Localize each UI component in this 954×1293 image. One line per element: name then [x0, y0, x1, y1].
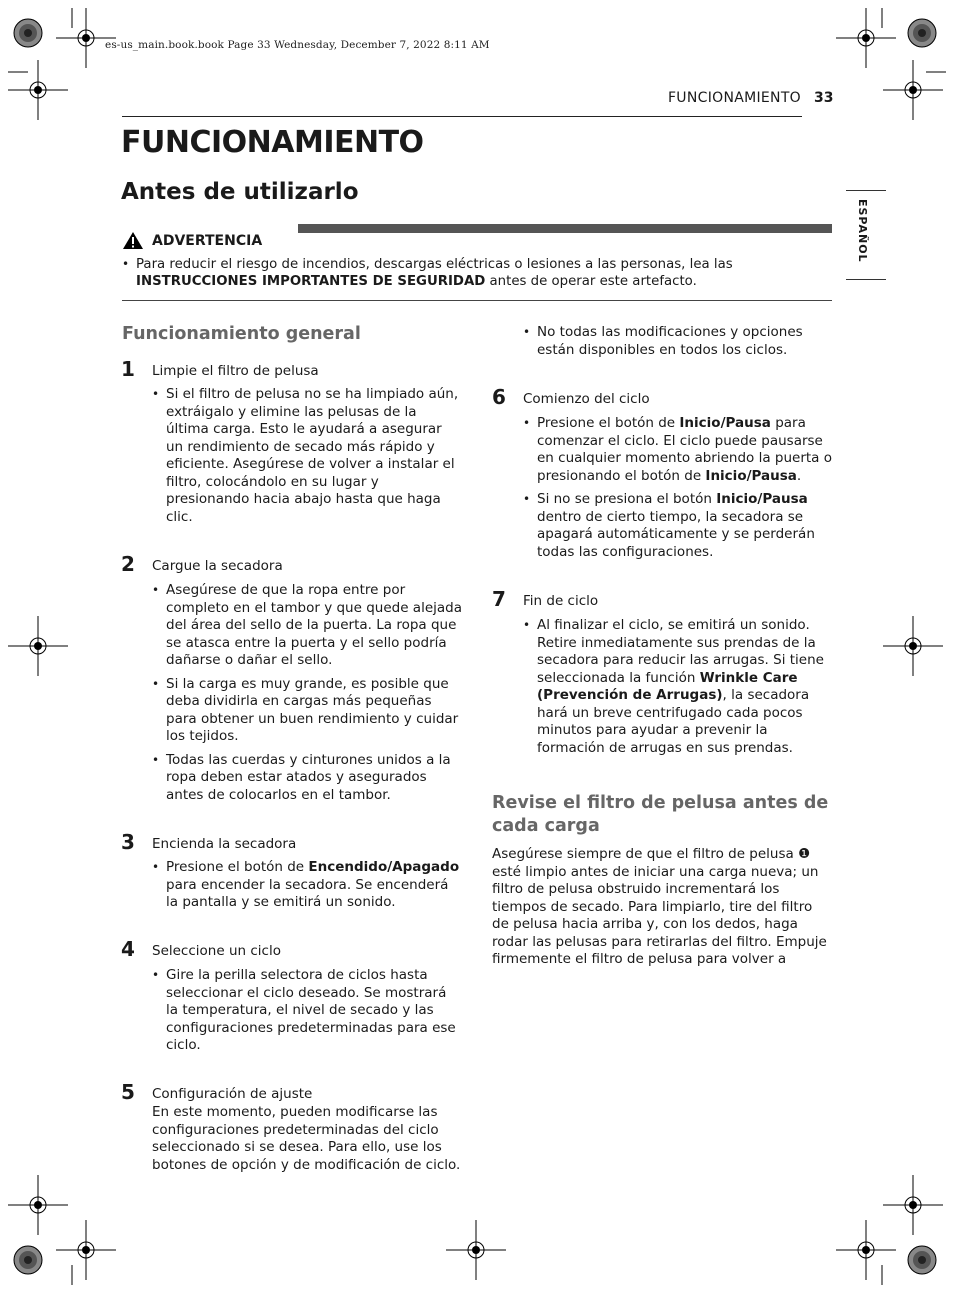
list-item: • Presione el botón de Inicio/Pausa para comenzar el ciclo. El ciclo puede pausarse en cualquier momento abriendo la puerta o presionando el botón de Inicio/Pausa.: [523, 415, 833, 485]
warning-heading: [122, 231, 262, 250]
step-body: [152, 386, 462, 532]
language-tab-label: ESPAÑOL: [856, 199, 869, 263]
list-item: • Gire la perilla selectora de ciclos hasta seleccionar el ciclo deseado. Se mostrará la temperatura, el nivel de secado y las configuraciones predeterminadas para ese ciclo.: [152, 967, 462, 1055]
step-body: [523, 324, 833, 365]
step-body: [523, 617, 833, 763]
list-item: • Presione el botón de Encendido/Apagado para encender la secadora. Se encenderá la pantalla y se emitirá un sonido.: [152, 859, 462, 912]
step-number: 2: [121, 552, 135, 576]
header-rule: [122, 116, 802, 117]
language-tab: [846, 190, 886, 280]
callout-1-icon: ❶: [798, 846, 811, 862]
step-label: Encienda la secadora: [152, 836, 297, 852]
step-label: Fin de ciclo: [523, 593, 599, 609]
step-number: 6: [492, 385, 506, 409]
step-label: Comienzo del ciclo: [523, 391, 650, 407]
step-number: 3: [121, 830, 135, 854]
list-item: • Si no se presiona el botón Inicio/Pausa dentro de cierto tiempo, la secadora se apagará automáticamente y se perderán todas las configuraciones.: [523, 491, 833, 561]
step-body: [523, 415, 833, 567]
page-title: FUNCIONAMIENTO: [121, 125, 424, 160]
step-text: En este momento, pueden modificarse las configuraciones predeterminadas del ciclo seleccionado si se desea. Para ello, use los botones de opción y de modificación de ciclo.: [152, 1104, 461, 1173]
warning-label: ADVERTENCIA: [152, 232, 263, 249]
step-number: 7: [492, 587, 506, 611]
list-item: • Al finalizar el ciclo, se emitirá un sonido. Retire inmediatamente sus prendas de la secadora para reducir las arrugas. Si tiene seleccionada la función Wrinkle Care (Prevención de Arrugas), la secadora hará un breve centrifugado cada pocos minutos para ayudar a prevenir la formación de arrugas en sus prendas.: [523, 617, 833, 757]
step-label: Configuración de ajuste: [152, 1086, 313, 1102]
list-item: • Asegúrese de que la ropa entre por completo en el tambor y que quede alejada del área del sello de la puerta. La ropa que se atasca entre la puerta y el sello podría dañarse o dañar el sello.: [152, 582, 462, 670]
step-number: 1: [121, 357, 135, 381]
warning-text: • Para reducir el riesgo de incendios, descargas eléctricas o lesiones a las personas, lea las INSTRUCCIONES IMPORTANTES DE SEGURIDAD antes de operar este artefacto.: [122, 256, 812, 296]
list-item: • No todas las modificaciones y opciones están disponibles en todos los ciclos.: [523, 324, 833, 359]
list-item: • Todas las cuerdas y cinturones unidos a la ropa deben estar atados y asegurados antes de colocarlos en el tambor.: [152, 752, 462, 805]
step-label: Cargue la secadora: [152, 558, 283, 574]
lint-heading: Revise el filtro de pelusa antes de cada carga: [492, 793, 829, 836]
step-body: [152, 859, 462, 918]
warning-rule: [122, 300, 832, 301]
running-header-section: FUNCIONAMIENTO: [667, 90, 801, 106]
page-number: 33: [814, 90, 834, 106]
step-body: [152, 967, 462, 1061]
lint-text: Asegúrese siempre de que el filtro de pelusa ❶ esté limpio antes de iniciar una carga nueva; un filtro de pelusa obstruido incrementará los tiempos de secado. Para limpiarlo, tire del filtro de pelusa hacia arriba y, con los dedos, haga rodar las pelusas para retirarlas del filtro. Empuje firmemente el filtro de pelusa para volver a: [492, 846, 827, 967]
step-label: Limpie el filtro de pelusa: [152, 363, 319, 379]
print-slug: es-us_main.book.book Page 33 Wednesday, December 7, 2022 8:11 AM: [105, 39, 490, 51]
section-title: Antes de utilizarlo: [121, 179, 359, 205]
warning-icon: [122, 231, 144, 250]
step-number: 4: [121, 937, 135, 961]
general-heading: Funcionamiento general: [122, 324, 361, 344]
list-item: • Si el filtro de pelusa no se ha limpiado aún, extráigalo y elimine las pelusas de la última carga. Esto le ayudará a asegurar un rendimiento de secado más rápido y eficiente. Asegúrese de volver a instalar el filtro, colocándolo en su lugar y presionando hacia abajo hasta que haga clic.: [152, 386, 462, 526]
list-item: • Si la carga es muy grande, es posible que deba dividirla en cargas más pequeñas para obtener un buen rendimiento y cuidar los tejidos.: [152, 676, 462, 746]
step-label: Seleccione un ciclo: [152, 943, 281, 959]
step-number: 5: [121, 1080, 135, 1104]
warning-bar: [298, 224, 832, 233]
step-body: [152, 582, 462, 810]
